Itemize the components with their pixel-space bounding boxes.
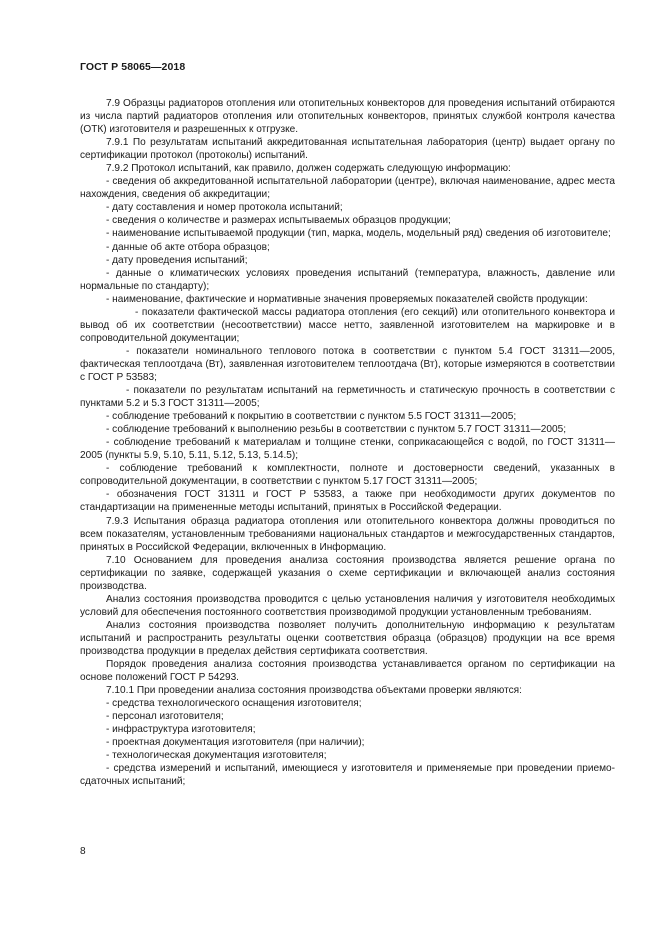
clause-7-9: 7.9 Образцы радиаторов отопления или отопительных конвекторов для проведения испытаний отбираются из числа партий радиаторов отопления или отопительных конвекторов, принятых службой контроля качества (ОТК) изготовителя и разрешенных к отгрузке. bbox=[80, 98, 615, 136]
list-item: - технологическая документация изготовителя; bbox=[106, 750, 327, 762]
list-item: - соблюдение требований к покрытию в соответствии с пунктом 5.5 ГОСТ 31311—2005; bbox=[106, 411, 517, 423]
list-item: - сведения о количестве и размерах испытываемых образцов продукции; bbox=[106, 215, 451, 227]
clause-7-10-1: 7.10.1 При проведении анализа состояния производства объектами проверки являются: bbox=[106, 685, 522, 697]
sub-list-item: - показатели номинального теплового потока в соответствии с пунктом 5.4 ГОСТ 31311—2005, фактическая теплоотдача (Вт), заявленная изготовителем теплоотдача (Вт), которые измеряются в соответствии с ГОСТ Р 53583; bbox=[80, 345, 615, 383]
list-item: - дату составления и номер протокола испытаний; bbox=[106, 202, 343, 214]
list-item: - соблюдение требований к комплектности, полноте и достоверности сведений, указанных в сопроводительной документации, в соответствии с пунктом 5.17 ГОСТ 31311—2005; bbox=[80, 463, 615, 488]
list-item: - данные об акте отбора образцов; bbox=[106, 241, 270, 253]
list-item: - обозначения ГОСТ 31311 и ГОСТ Р 53583, а также при необходимости других документов по стандартизации на примененные методы испытаний, принятых в Российской Федерации. bbox=[80, 489, 615, 514]
document-header: ГОСТ Р 58065—2018 bbox=[80, 61, 186, 73]
page-number: 8 bbox=[80, 846, 86, 857]
list-item: - дату проведения испытаний; bbox=[106, 254, 248, 266]
list-item: - соблюдение требований к выполнению резьбы в соответствии с пунктом 5.7 ГОСТ 31311—2005; bbox=[106, 424, 567, 436]
list-item: - наименование, фактические и нормативные значения проверяемых показателей свойств продукции: bbox=[106, 293, 588, 305]
list-item: - инфраструктура изготовителя; bbox=[106, 724, 256, 736]
document-body bbox=[80, 97, 615, 788]
sub-list-item: - показатели фактической массы радиатора отопления (его секций) или отопительного конвектора и вывод об их соответствии (несоответствии) массе нетто, заявленной изготовителем на маркировке и в сопроводительной документации; bbox=[80, 306, 615, 344]
list-item: - сведения об аккредитованной испытательной лаборатории (центре), включая наименование, адрес места нахождения, сведения об аккредитации; bbox=[80, 176, 615, 201]
list-item: - соблюдение требований к материалам и толщине стенки, соприкасающейся с водой, по ГОСТ 31311—2005 (пункты 5.9, 5.10, 5.11, 5.12, 5.13, 5.14.5); bbox=[80, 437, 615, 462]
list-item: - проектная документация изготовителя (при наличии); bbox=[106, 737, 365, 749]
clause-7-9-2: 7.9.2 Протокол испытаний, как правило, должен содержать следующую информацию: bbox=[106, 163, 511, 175]
paragraph: Анализ состояния производства проводится с целью установления наличия у изготовителя необходимых условий для обеспечения постоянного соответствия производимой продукции установленным требованиям. bbox=[80, 593, 615, 618]
sub-list-item: - показатели по результатам испытаний на герметичность и статическую прочность в соответствии с пунктами 5.2 и 5.3 ГОСТ 31311—2005; bbox=[80, 385, 615, 410]
list-item: - персонал изготовителя; bbox=[106, 711, 224, 723]
list-item: - средства технологического оснащения изготовителя; bbox=[106, 698, 362, 710]
list-item: - средства измерений и испытаний, имеющиеся у изготовителя и применяемые при проведении приемо-сдаточных испытаний; bbox=[80, 763, 615, 788]
clause-7-10: 7.10 Основанием для проведения анализа состояния производства является решение органа по сертификации по заявке, содержащей указания о схеме сертификации и включающей анализ состояния производства. bbox=[80, 554, 615, 592]
clause-7-9-3: 7.9.3 Испытания образца радиатора отопления или отопительного конвектора должны проводиться по всем показателям, установленным требованиями национальных стандартов и межгосударственных стандартов, принятых в Российской Федерации, включенных в Информацию. bbox=[80, 515, 615, 553]
paragraph: Порядок проведения анализа состояния производства устанавливается органом по сертификации на основе положений ГОСТ Р 54293. bbox=[80, 659, 615, 684]
list-item: - данные о климатических условиях проведения испытаний (температура, влажность, давление или нормальные по стандарту); bbox=[80, 267, 615, 292]
clause-7-9-1: 7.9.1 По результатам испытаний аккредитованная испытательная лаборатория (центр) выдает органу по сертификации протокол (протоколы) испытаний. bbox=[80, 137, 615, 162]
paragraph: Анализ состояния производства позволяет получить дополнительную информацию к результатам испытаний и распространить результаты оценки соответствия образца (образцов) продукции на все время производства продукции в пределах действия сертификата соответствия. bbox=[80, 619, 615, 657]
list-item: - наименование испытываемой продукции (тип, марка, модель, модельный ряд) сведения об изготовителе; bbox=[106, 228, 611, 240]
